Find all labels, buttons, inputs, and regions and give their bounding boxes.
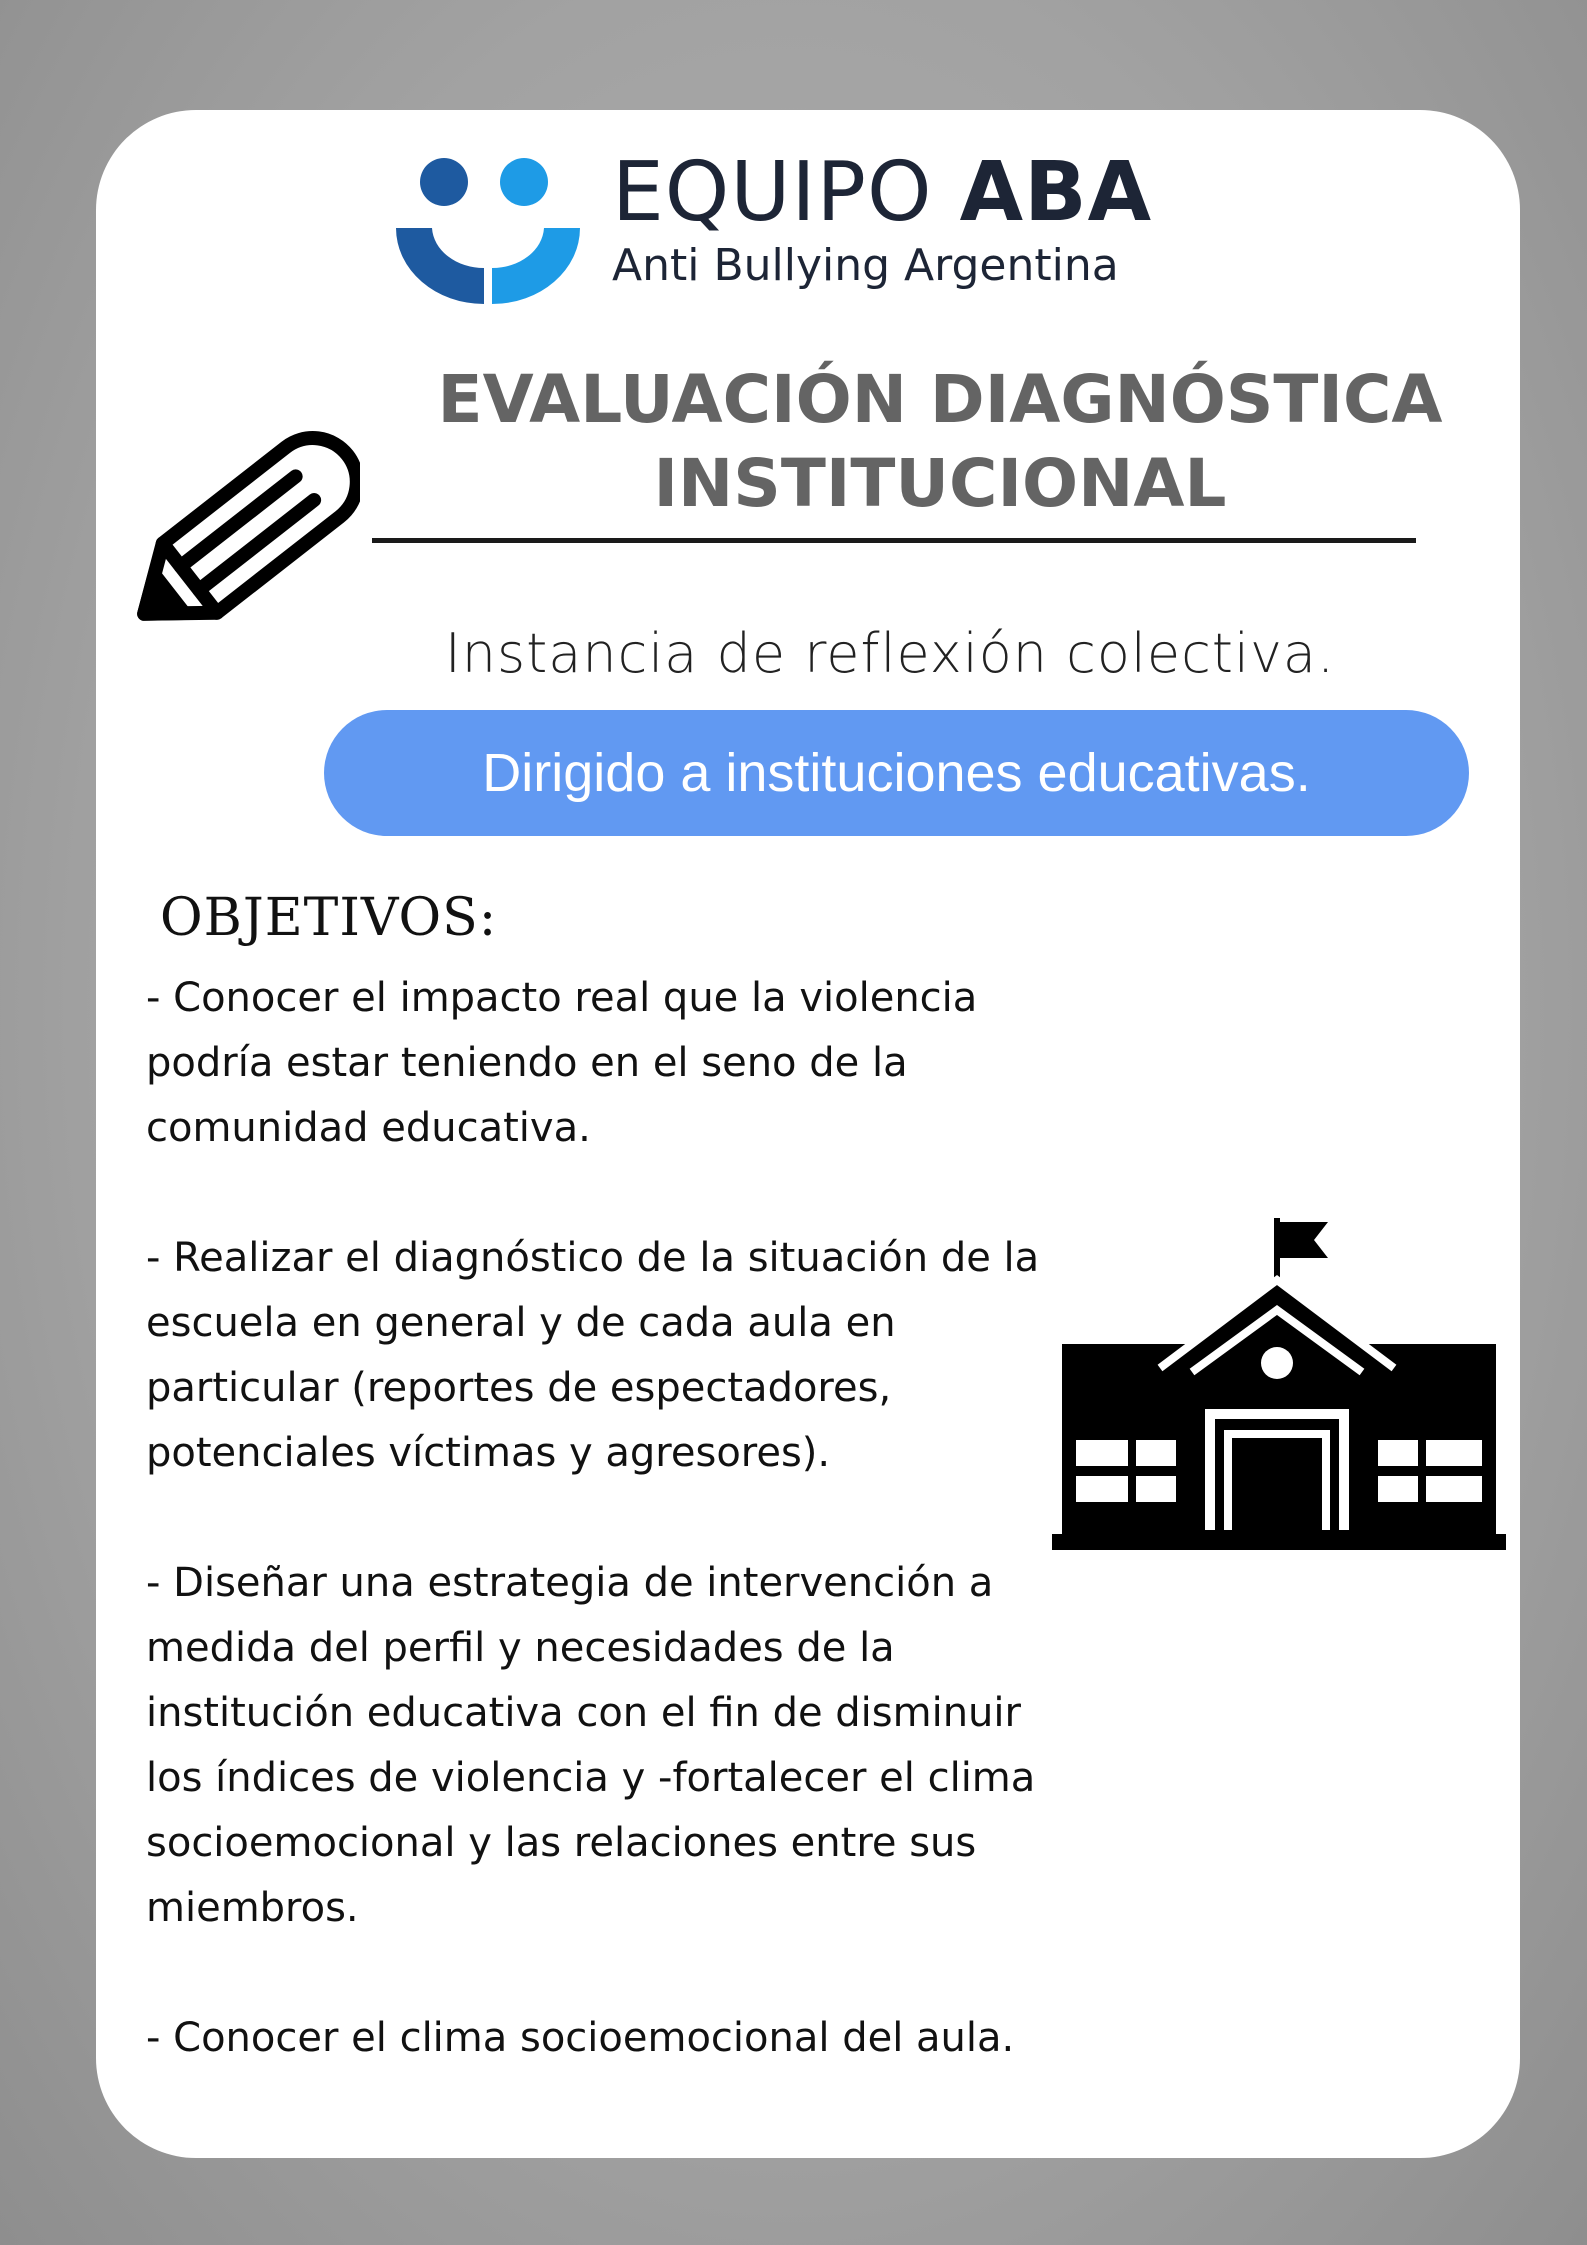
smiley-logo-icon (392, 156, 584, 304)
objective-item: - Conocer el impacto real que la violencia podría estar teniendo en el seno de la comunidad educativa. (146, 975, 978, 1151)
objectives-list (146, 966, 1066, 2136)
audience-pill-label: Dirigido a instituciones educativas. (482, 743, 1311, 803)
subtitle: Instancia de reflexión colectiva. (444, 622, 1336, 685)
title-divider (372, 538, 1416, 543)
title-line-2: INSTITUCIONAL (653, 445, 1227, 522)
logo-brand-name (612, 145, 1153, 240)
school-building-icon (1052, 1218, 1506, 1550)
objective-item: - Conocer el clima socioemocional del aula. (146, 2015, 1015, 2061)
logo-tagline: Anti Bullying Argentina (612, 240, 1119, 291)
objectives-heading: OBJETIVOS: (160, 888, 498, 948)
title-line-1: EVALUACIÓN DIAGNÓSTICA (437, 361, 1443, 438)
objective-item: - Diseñar una estrategia de intervención a medida del perfil y necesidades de la institución educativa con el fin de disminuir los índices de violencia y -fortalecer el clima socioemocional y las relaciones entre sus miembros. (146, 1560, 1036, 1931)
pencil-icon (130, 420, 360, 650)
objective-item: - Realizar el diagnóstico de la situación de la escuela en general y de cada aula en particular (reportes de espectadores, potenciales víctimas y agresores). (146, 1235, 1040, 1476)
logo-brand-light: EQUIPO (612, 145, 933, 240)
logo-brand-bold: ABA (959, 145, 1153, 240)
page-title (330, 358, 1550, 526)
audience-pill (324, 710, 1469, 836)
